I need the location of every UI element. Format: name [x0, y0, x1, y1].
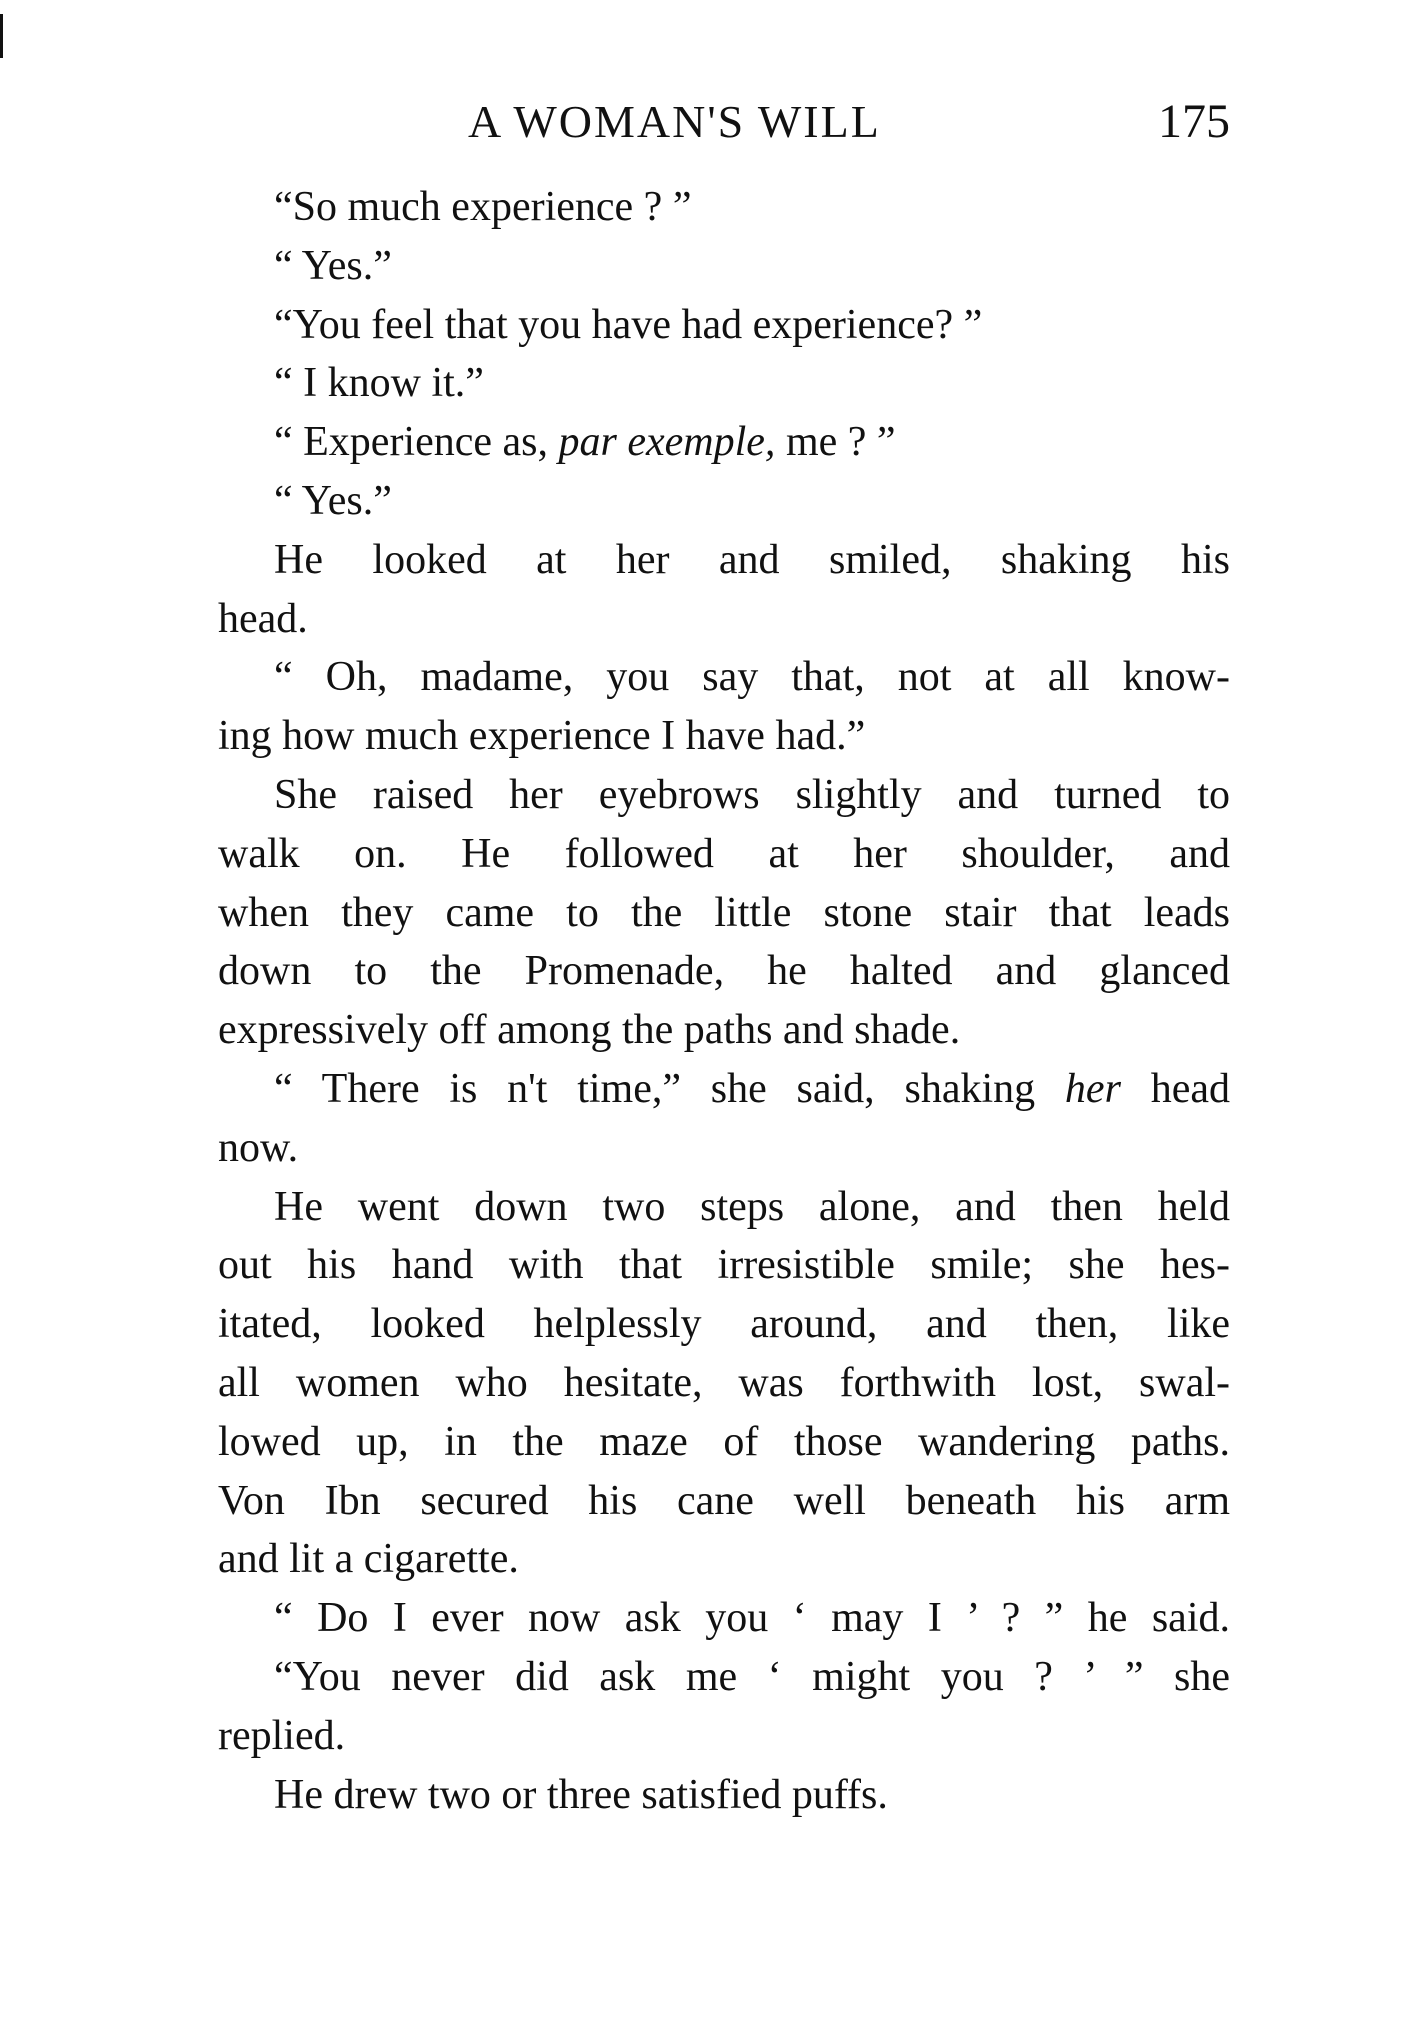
text-line: now. — [218, 1124, 299, 1171]
page-number: 175 — [1158, 95, 1230, 148]
text-line: all women who hesitate, was forthwith lost, swal- — [218, 1359, 1230, 1406]
text-line: She raised her eyebrows slightly and turned to — [274, 771, 1230, 818]
text-line: “ Experience as, par exemple, me ? ” — [274, 419, 896, 466]
text-line: when they came to the little stone stair that leads — [218, 889, 1230, 936]
body-text — [218, 178, 1230, 1824]
text-line: ing how much experience I have had.” — [218, 713, 866, 760]
text-line: head. — [218, 595, 308, 642]
scan-edge-mark — [0, 14, 3, 58]
text-line: expressively off among the paths and shade. — [218, 1007, 961, 1054]
text-line: “ Do I ever now ask you ‘ may I ’ ? ” he said. — [274, 1595, 1230, 1642]
text-line: “ There is n't time,” she said, shaking her head — [274, 1065, 1230, 1112]
text-line: He went down two steps alone, and then held — [274, 1183, 1230, 1230]
text-line: lowed up, in the maze of those wandering paths. — [218, 1418, 1230, 1465]
text-line: “ Oh, madame, you say that, not at all know- — [274, 654, 1230, 701]
running-title: A WOMAN'S WILL — [468, 96, 881, 147]
text-line: replied. — [218, 1712, 346, 1759]
text-line: itated, looked helplessly around, and then, like — [218, 1301, 1230, 1348]
text-line: down to the Promenade, he halted and glanced — [218, 948, 1230, 995]
text-line: “ I know it.” — [274, 360, 484, 407]
text-line: out his hand with that irresistible smile; she hes- — [218, 1242, 1230, 1289]
text-line: “ Yes.” — [274, 242, 392, 289]
italic-word: her — [1064, 1065, 1121, 1112]
text-line: “So much experience ? ” — [274, 184, 692, 230]
text-line: “You never did ask me ‘ might you ? ’ ” she — [274, 1653, 1230, 1700]
text-line: “You feel that you have had experience? ” — [274, 301, 983, 348]
text-line: walk on. He followed at her shoulder, and — [218, 830, 1230, 877]
text-line: “ Yes.” — [274, 477, 392, 524]
text-line: Von Ibn secured his cane well beneath his arm — [218, 1477, 1230, 1524]
italic-phrase: par exemple, — [558, 419, 776, 466]
text-line: and lit a cigarette. — [218, 1536, 519, 1583]
text-line: He looked at her and smiled, shaking his — [274, 536, 1230, 583]
text-line: He drew two or three satisfied puffs. — [274, 1771, 888, 1818]
page-header — [218, 92, 1230, 152]
